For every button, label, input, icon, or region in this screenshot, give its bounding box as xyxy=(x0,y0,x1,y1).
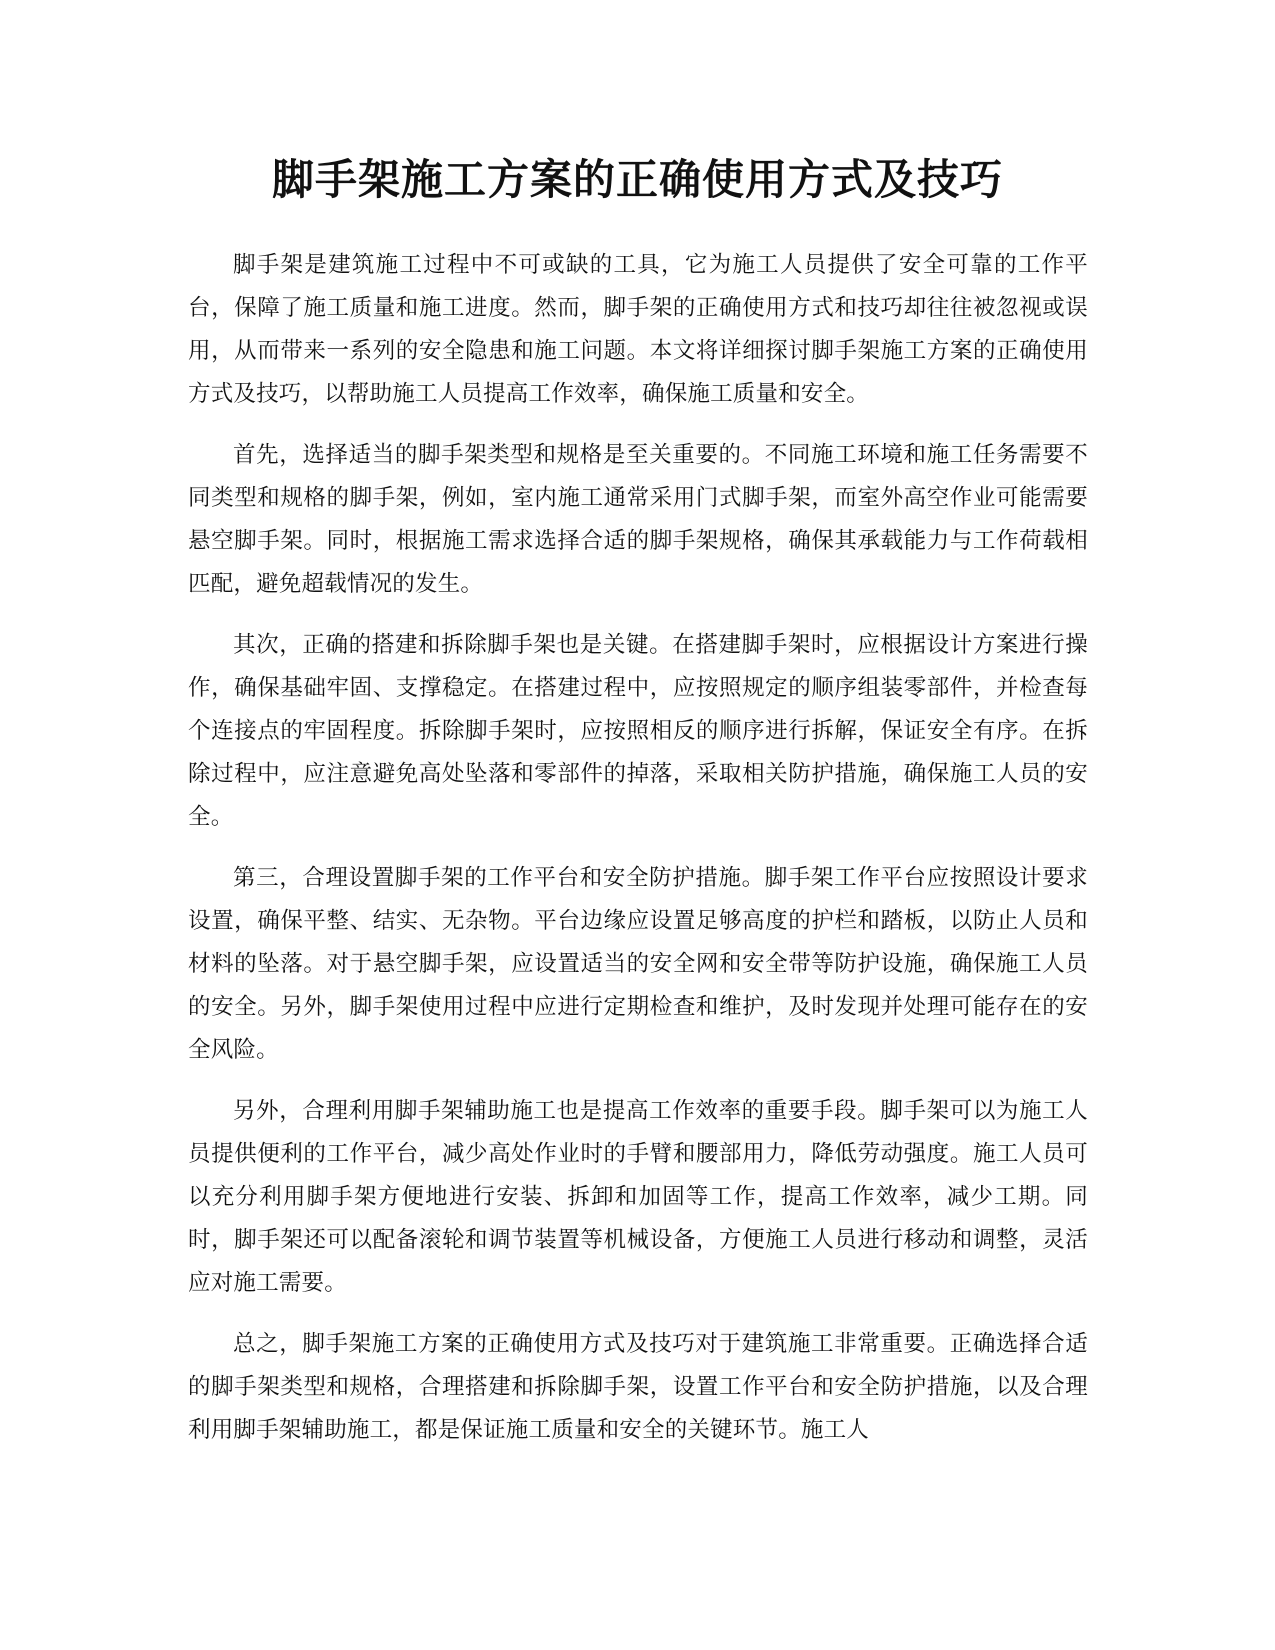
paragraph-first: 首先，选择适当的脚手架类型和规格是至关重要的。不同施工环境和施工任务需要不同类型和规格的脚手架，例如，室内施工通常采用门式脚手架，而室外高空作业可能需要悬空脚手架。同时，根据施工需求选择合适的脚手架规格，确保其承载能力与工作荷载相匹配，避免超载情况的发生。 xyxy=(188,442,1088,597)
document-body xyxy=(188,244,1088,1470)
paragraph-summary: 总之，脚手架施工方案的正确使用方式及技巧对于建筑施工非常重要。正确选择合适的脚手架类型和规格，合理搭建和拆除脚手架，设置工作平台和安全防护措施，以及合理利用脚手架辅助施工，都是保证施工质量和安全的关键环节。施工人 xyxy=(188,1331,1088,1443)
paragraph-second: 其次，正确的搭建和拆除脚手架也是关键。在搭建脚手架时，应根据设计方案进行操作，确保基础牢固、支撑稳定。在搭建过程中，应按照规定的顺序组装零部件，并检查每个连接点的牢固程度。拆除脚手架时，应按照相反的顺序进行拆解，保证安全有序。在拆除过程中，应注意避免高处坠落和零部件的掉落，采取相关防护措施，确保施工人员的安全。 xyxy=(188,632,1088,830)
paragraph-additional: 另外，合理利用脚手架辅助施工也是提高工作效率的重要手段。脚手架可以为施工人员提供便利的工作平台，减少高处作业时的手臂和腰部用力，降低劳动强度。施工人员可以充分利用脚手架方便地进行安装、拆卸和加固等工作，提高工作效率，减少工期。同时，脚手架还可以配备滚轮和调节装置等机械设备，方便施工人员进行移动和调整，灵活应对施工需要。 xyxy=(188,1098,1088,1296)
document-title: 脚手架施工方案的正确使用方式及技巧 xyxy=(271,155,1003,204)
paragraph-intro: 脚手架是建筑施工过程中不可或缺的工具，它为施工人员提供了安全可靠的工作平台，保障了施工质量和施工进度。然而，脚手架的正确使用方式和技巧却往往被忽视或误用，从而带来一系列的安全隐患和施工问题。本文将详细探讨脚手架施工方案的正确使用方式及技巧，以帮助施工人员提高工作效率，确保施工质量和安全。 xyxy=(188,252,1088,407)
paragraph-third: 第三，合理设置脚手架的工作平台和安全防护措施。脚手架工作平台应按照设计要求设置，确保平整、结实、无杂物。平台边缘应设置足够高度的护栏和踏板，以防止人员和材料的坠落。对于悬空脚手架，应设置适当的安全网和安全带等防护设施，确保施工人员的安全。另外，脚手架使用过程中应进行定期检查和维护，及时发现并处理可能存在的安全风险。 xyxy=(188,865,1088,1063)
